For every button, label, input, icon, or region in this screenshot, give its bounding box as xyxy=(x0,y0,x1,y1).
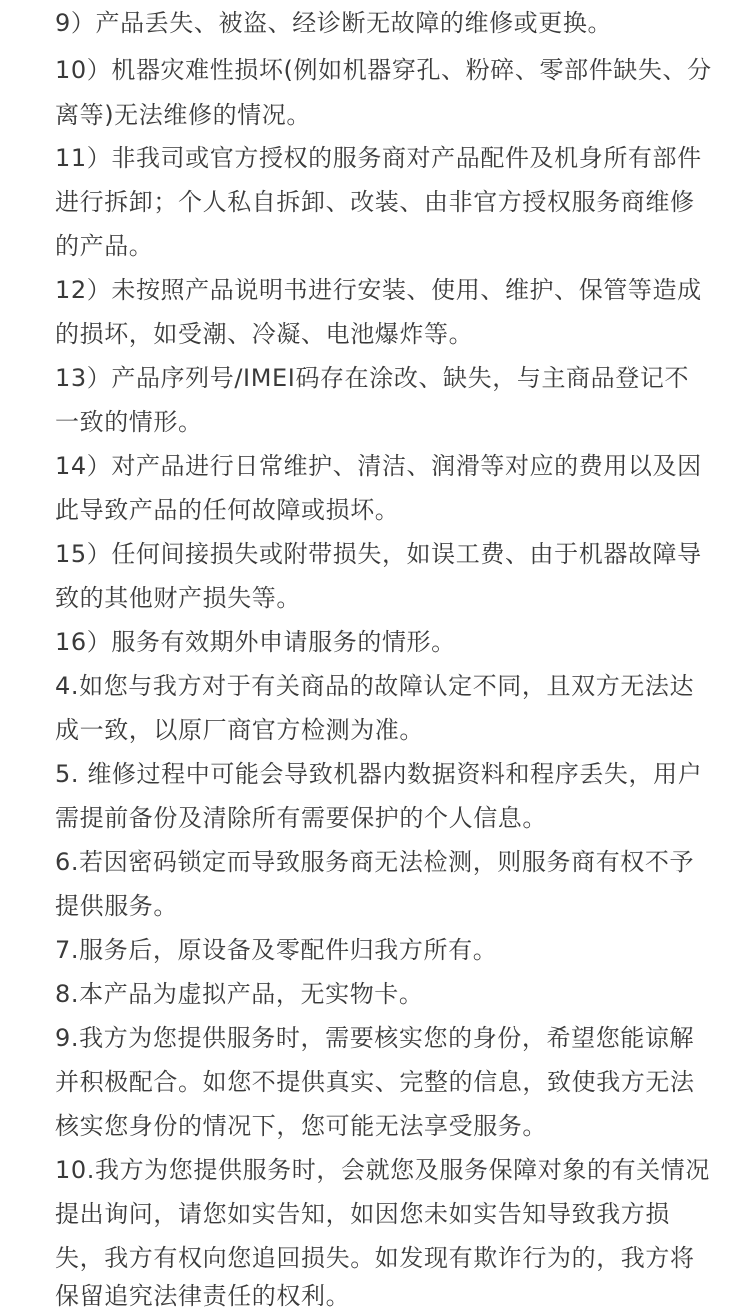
text-line: 11）非我司或官方授权的服务商对产品配件及机身所有部件 xyxy=(55,144,702,172)
text-line: 成一致，以原厂商官方检测为准。 xyxy=(55,716,424,744)
text-line: 此导致产品的任何故障或损坏。 xyxy=(55,496,400,524)
text-line: 10）机器灾难性损坏(例如机器穿孔、粉碎、零部件缺失、分 xyxy=(55,56,712,84)
text-line: 需提前备份及清除所有需要保护的个人信息。 xyxy=(55,804,547,832)
text-line: 8.本产品为虚拟产品，无实物卡。 xyxy=(55,980,424,1008)
text-line: 进行拆卸；个人私自拆卸、改装、由非官方授权服务商维修 xyxy=(55,188,695,216)
text-line: 9.我方为您提供服务时，需要核实您的身份，希望您能谅解 xyxy=(55,1024,695,1052)
text-line: 保留追究法律责任的权利。 xyxy=(55,1282,351,1310)
text-line: 14）对产品进行日常维护、清洁、润滑等对应的费用以及因 xyxy=(55,452,702,480)
text-line: 的产品。 xyxy=(55,232,154,260)
text-line: 16）服务有效期外申请服务的情形。 xyxy=(55,628,456,656)
text-line: 9）产品丢失、被盗、经诊断无故障的维修或更换。 xyxy=(55,9,613,37)
text-line: 致的其他财产损失等。 xyxy=(55,584,301,612)
text-line: 12）未按照产品说明书进行安装、使用、维护、保管等造成 xyxy=(55,276,702,304)
text-line: 10.我方为您提供服务时，会就您及服务保障对象的有关情况 xyxy=(55,1156,710,1184)
text-line: 15）任何间接损失或附带损失，如误工费、由于机器故障导 xyxy=(55,540,702,568)
text-line: 离等)无法维修的情况。 xyxy=(55,101,311,129)
text-line: 7.服务后，原设备及零配件归我方所有。 xyxy=(55,936,498,964)
text-line: 提出询问，请您如实告知，如因您未如实告知导致我方损 xyxy=(55,1200,670,1228)
text-line: 4.如您与我方对于有关商品的故障认定不同，且双方无法达 xyxy=(55,672,695,700)
text-line: 13）产品序列号/IMEI码存在涂改、缺失，与主商品登记不 xyxy=(55,364,690,392)
text-line: 6.若因密码锁定而导致服务商无法检测，则服务商有权不予 xyxy=(55,848,695,876)
text-line: 一致的情形。 xyxy=(55,408,203,436)
text-line: 提供服务。 xyxy=(55,892,178,920)
text-line: 核实您身份的情况下，您可能无法享受服务。 xyxy=(55,1112,547,1140)
text-line: 并积极配合。如您不提供真实、完整的信息，致使我方无法 xyxy=(55,1068,695,1096)
text-line: 5. 维修过程中可能会导致机器内数据资料和程序丢失，用户 xyxy=(55,760,703,788)
text-line: 的损坏，如受潮、冷凝、电池爆炸等。 xyxy=(55,320,474,348)
text-line: 失，我方有权向您追回损失。如发现有欺诈行为的，我方将 xyxy=(55,1244,695,1272)
